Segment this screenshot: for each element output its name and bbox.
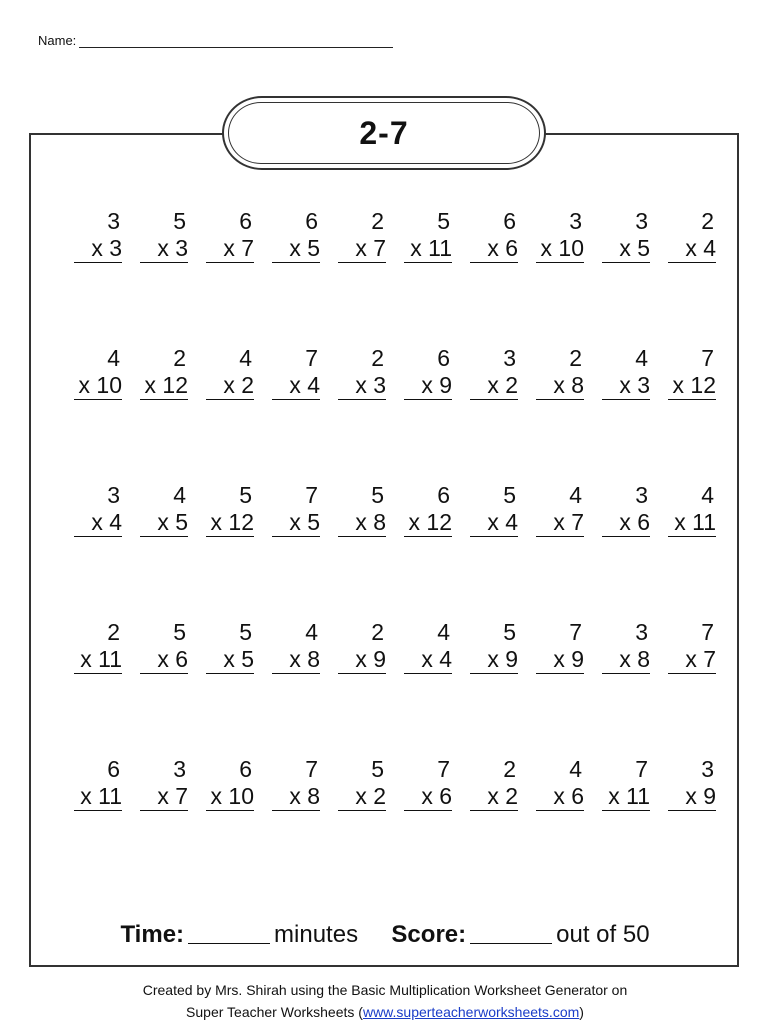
multiplier: x 4	[668, 235, 716, 263]
multiplicand: 3	[569, 208, 582, 234]
multiplier: x 12	[140, 372, 188, 400]
multiplier: x 7	[536, 509, 584, 537]
problem	[584, 482, 650, 619]
multiplicand: 5	[371, 756, 384, 782]
multiplicand: 3	[635, 619, 648, 645]
multiplier: x 6	[140, 646, 188, 674]
multiplicand: 7	[305, 345, 318, 371]
multiplier: x 2	[470, 783, 518, 811]
problem	[452, 756, 518, 893]
multiplier: x 5	[140, 509, 188, 537]
credit-suffix: )	[579, 1004, 584, 1020]
name-input-line[interactable]	[79, 35, 393, 48]
multiplier: x 11	[668, 509, 716, 537]
problem	[254, 208, 320, 345]
multiplier: x 3	[602, 372, 650, 400]
problem	[188, 619, 254, 756]
multiplicand: 3	[701, 756, 714, 782]
multiplier: x 8	[272, 646, 320, 674]
problem	[320, 345, 386, 482]
multiplicand: 2	[107, 619, 120, 645]
problem	[518, 756, 584, 893]
problem-row	[56, 345, 716, 482]
multiplier: x 6	[470, 235, 518, 263]
multiplicand: 4	[173, 482, 186, 508]
multiplicand: 6	[437, 482, 450, 508]
time-blank[interactable]	[188, 923, 270, 944]
multiplier: x 9	[404, 372, 452, 400]
problem	[188, 208, 254, 345]
problem	[584, 756, 650, 893]
multiplicand: 2	[371, 345, 384, 371]
multiplicand: 3	[503, 345, 516, 371]
multiplicand: 2	[503, 756, 516, 782]
credit-line-2	[0, 1001, 770, 1023]
multiplicand: 3	[635, 482, 648, 508]
problem-row	[56, 208, 716, 345]
multiplicand: 7	[437, 756, 450, 782]
multiplier: x 2	[206, 372, 254, 400]
multiplier: x 9	[536, 646, 584, 674]
multiplier: x 12	[668, 372, 716, 400]
out-of-label: out of 50	[556, 921, 650, 948]
problem	[650, 345, 716, 482]
multiplier: x 6	[602, 509, 650, 537]
multiplier: x 8	[536, 372, 584, 400]
multiplicand: 4	[239, 345, 252, 371]
problem	[122, 482, 188, 619]
multiplicand: 2	[371, 208, 384, 234]
multiplier: x 11	[74, 783, 122, 811]
problem	[452, 345, 518, 482]
problem	[188, 482, 254, 619]
problem	[518, 482, 584, 619]
name-field-row	[38, 33, 393, 48]
problem	[254, 619, 320, 756]
multiplicand: 2	[701, 208, 714, 234]
multiplier: x 12	[206, 509, 254, 537]
time-score-row	[0, 921, 770, 949]
multiplier: x 5	[602, 235, 650, 263]
multiplicand: 4	[701, 482, 714, 508]
problem	[584, 345, 650, 482]
multiplicand: 4	[107, 345, 120, 371]
problem	[584, 619, 650, 756]
multiplier: x 11	[602, 783, 650, 811]
multiplicand: 3	[107, 208, 120, 234]
multiplicand: 3	[107, 482, 120, 508]
multiplicand: 2	[371, 619, 384, 645]
problem	[320, 756, 386, 893]
multiplier: x 10	[74, 372, 122, 400]
problem-row	[56, 756, 716, 893]
multiplier: x 9	[338, 646, 386, 674]
problem	[452, 619, 518, 756]
problem	[386, 756, 452, 893]
multiplicand: 5	[239, 619, 252, 645]
problem	[650, 208, 716, 345]
score-label: Score:	[391, 921, 467, 948]
problem	[56, 345, 122, 482]
problem	[122, 345, 188, 482]
problem	[386, 345, 452, 482]
multiplier: x 2	[338, 783, 386, 811]
problem	[320, 208, 386, 345]
multiplicand: 7	[701, 345, 714, 371]
multiplier: x 10	[536, 235, 584, 263]
multiplier: x 7	[206, 235, 254, 263]
problem	[386, 619, 452, 756]
problem	[452, 208, 518, 345]
multiplier: x 5	[206, 646, 254, 674]
title-banner	[222, 96, 546, 170]
multiplier: x 8	[602, 646, 650, 674]
problem	[254, 756, 320, 893]
multiplicand: 3	[173, 756, 186, 782]
multiplicand: 5	[371, 482, 384, 508]
multiplier: x 4	[74, 509, 122, 537]
credit-line-1: Created by Mrs. Shirah using the Basic Multiplication Worksheet Generator on	[142, 982, 628, 998]
multiplier: x 12	[404, 509, 452, 537]
multiplier: x 4	[272, 372, 320, 400]
multiplier: x 3	[140, 235, 188, 263]
multiplier: x 8	[272, 783, 320, 811]
multiplier: x 9	[470, 646, 518, 674]
multiplicand: 2	[569, 345, 582, 371]
problem	[122, 619, 188, 756]
multiplier: x 5	[272, 235, 320, 263]
problem	[254, 482, 320, 619]
multiplicand: 4	[305, 619, 318, 645]
multiplicand: 5	[173, 208, 186, 234]
multiplicand: 7	[701, 619, 714, 645]
problem-row	[56, 482, 716, 619]
multiplicand: 4	[569, 756, 582, 782]
problem	[254, 345, 320, 482]
problem	[650, 619, 716, 756]
multiplicand: 2	[173, 345, 186, 371]
credit-prefix: Super Teacher Worksheets (	[186, 1004, 363, 1020]
problem	[320, 619, 386, 756]
multiplier: x 7	[668, 646, 716, 674]
problem	[188, 345, 254, 482]
multiplicand: 7	[305, 756, 318, 782]
problem-row	[56, 619, 716, 756]
multiplier: x 11	[74, 646, 122, 674]
problem	[650, 482, 716, 619]
multiplicand: 4	[635, 345, 648, 371]
credit-footer	[0, 979, 770, 1023]
multiplier: x 7	[140, 783, 188, 811]
multiplicand: 4	[437, 619, 450, 645]
name-label: Name:	[38, 33, 77, 48]
problem	[518, 208, 584, 345]
problem	[56, 756, 122, 893]
minutes-label: minutes	[274, 921, 359, 948]
multiplier: x 4	[404, 646, 452, 674]
time-label: Time:	[120, 921, 185, 948]
multiplicand: 6	[305, 208, 318, 234]
multiplier: x 3	[74, 235, 122, 263]
multiplicand: 3	[635, 208, 648, 234]
multiplicand: 5	[173, 619, 186, 645]
worksheet-title: 2-7	[359, 114, 409, 151]
multiplier: x 6	[536, 783, 584, 811]
multiplicand: 5	[239, 482, 252, 508]
multiplicand: 6	[107, 756, 120, 782]
problem	[650, 756, 716, 893]
problem	[386, 208, 452, 345]
multiplicand: 5	[437, 208, 450, 234]
problem	[56, 619, 122, 756]
multiplicand: 6	[239, 208, 252, 234]
multiplicand: 7	[569, 619, 582, 645]
problem	[122, 208, 188, 345]
multiplicand: 6	[437, 345, 450, 371]
multiplicand: 7	[635, 756, 648, 782]
multiplier: x 10	[206, 783, 254, 811]
multiplier: x 11	[404, 235, 452, 263]
multiplicand: 5	[503, 619, 516, 645]
problem	[518, 345, 584, 482]
multiplier: x 3	[338, 372, 386, 400]
multiplier: x 7	[338, 235, 386, 263]
problem	[386, 482, 452, 619]
multiplicand: 6	[503, 208, 516, 234]
multiplier: x 2	[470, 372, 518, 400]
problem-grid	[56, 208, 716, 893]
multiplicand: 4	[569, 482, 582, 508]
multiplier: x 5	[272, 509, 320, 537]
multiplicand: 7	[305, 482, 318, 508]
problem	[584, 208, 650, 345]
multiplier: x 9	[668, 783, 716, 811]
problem	[56, 482, 122, 619]
problem	[56, 208, 122, 345]
multiplier: x 8	[338, 509, 386, 537]
problem	[188, 756, 254, 893]
site-link[interactable]: www.superteacherworksheets.com	[362, 1004, 580, 1020]
problem	[518, 619, 584, 756]
multiplier: x 6	[404, 783, 452, 811]
score-blank[interactable]	[470, 923, 552, 944]
multiplier: x 4	[470, 509, 518, 537]
problem	[452, 482, 518, 619]
problem	[320, 482, 386, 619]
problem	[122, 756, 188, 893]
multiplicand: 5	[503, 482, 516, 508]
multiplicand: 6	[239, 756, 252, 782]
